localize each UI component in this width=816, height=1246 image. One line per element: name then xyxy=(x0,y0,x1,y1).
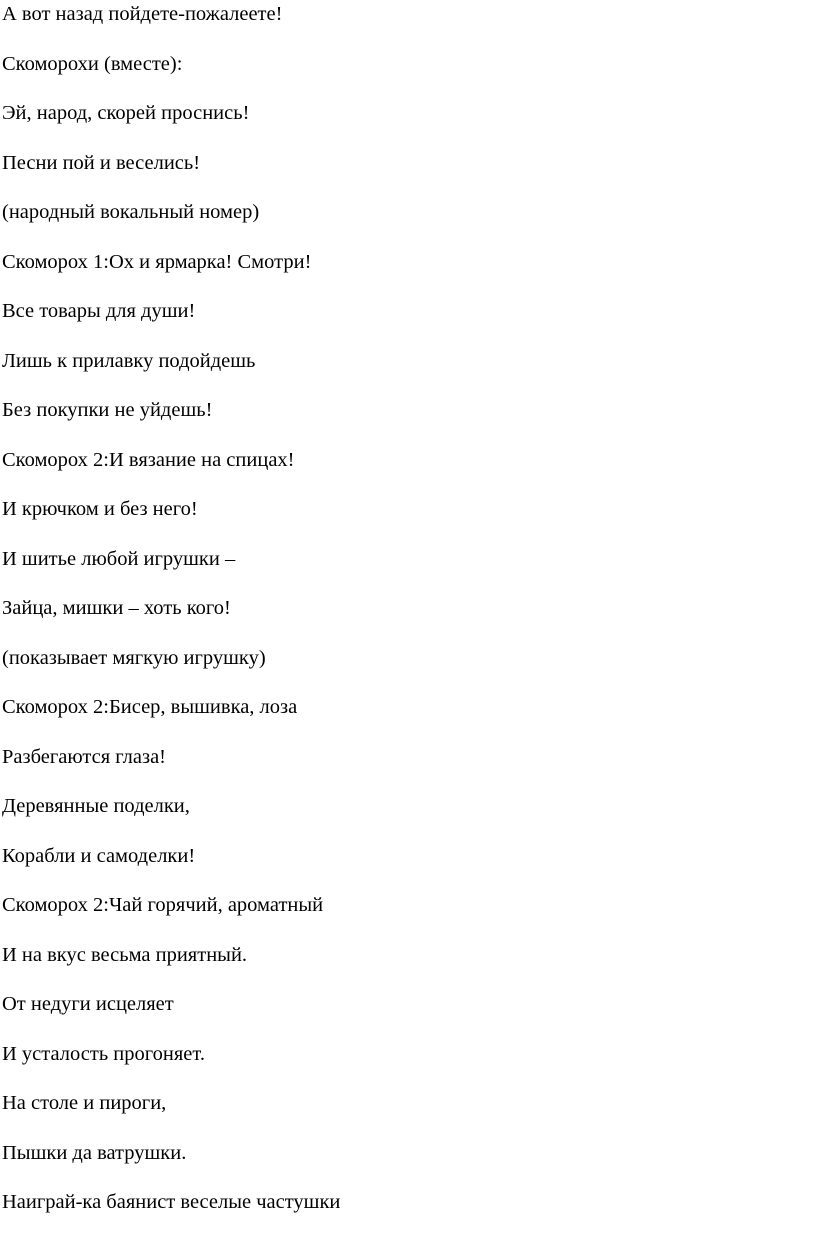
text-line: Корабли и самоделки! xyxy=(2,844,196,867)
text-line: От недуги исцеляет xyxy=(2,993,174,1015)
text-line: И крючком и без него! xyxy=(2,498,198,520)
text-line: Песни пой и веселись! xyxy=(2,151,201,174)
text-line: Скоморохи (вместе): xyxy=(2,52,183,75)
text-line: Зайца, мишки – хоть кого! xyxy=(2,597,231,619)
text-line: Без покупки не уйдешь! xyxy=(2,399,213,421)
text-line: Эй, народ, скорей проснись! xyxy=(2,102,250,124)
text-line: Деревянные поделки, xyxy=(2,795,190,817)
text-line: Скоморох 2:И вязание на спицах! xyxy=(2,448,295,471)
text-line: Все товары для души! xyxy=(2,300,196,322)
text-line: И усталость прогоняет. xyxy=(2,1042,205,1065)
text-line: Наиграй-ка баянист веселые частушки xyxy=(2,1191,341,1213)
text-line: И шитье любой игрушки – xyxy=(2,547,236,570)
text-line: Скоморох 2:Чай горячий, ароматный xyxy=(2,894,324,916)
text-line: И на вкус весьма приятный. xyxy=(2,943,248,966)
text-line: Лишь к прилавку подойдешь xyxy=(2,349,256,372)
text-line: Скоморох 2:Бисер, вышивка, лоза xyxy=(2,696,298,718)
text-line: (народный вокальный номер) xyxy=(2,201,260,223)
text-line: Пышки да ватрушки. xyxy=(2,1141,187,1164)
text-line: (показывает мягкую игрушку) xyxy=(2,646,266,669)
text-line: Разбегаются глаза! xyxy=(2,745,166,768)
text-line: Скоморох 1:Ох и ярмарка! Смотри! xyxy=(2,250,312,273)
document-page xyxy=(2,0,812,1238)
text-line: На столе и пироги, xyxy=(2,1092,167,1114)
text-line: А вот назад пойдете-пожалеете! xyxy=(2,3,283,25)
